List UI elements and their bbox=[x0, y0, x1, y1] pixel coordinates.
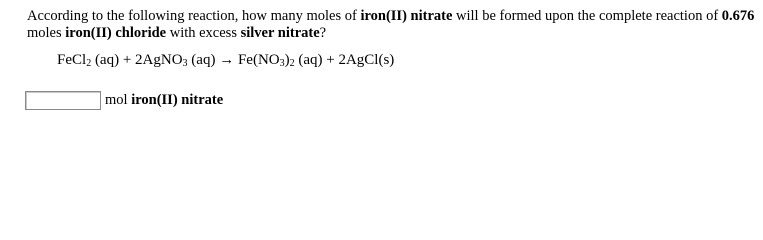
excess-reagent-name: silver nitrate bbox=[240, 25, 320, 41]
eq-aq2: (aq) → Fe(NO bbox=[187, 52, 280, 68]
eq-paren: ) bbox=[284, 52, 290, 68]
answer-unit-label bbox=[105, 92, 223, 109]
question-part3: moles bbox=[27, 25, 66, 41]
question-part5: ? bbox=[319, 25, 327, 41]
question-part2: will be formed upon the complete reaction of bbox=[452, 8, 722, 24]
chemical-equation bbox=[57, 51, 394, 69]
question-part1: According to the following reaction, how many moles of bbox=[27, 8, 361, 24]
answer-row bbox=[25, 91, 223, 110]
eq-fecl-subscript: 2 bbox=[86, 58, 92, 69]
product-name: iron(II) nitrate bbox=[360, 8, 453, 24]
answer-input[interactable] bbox=[25, 91, 101, 110]
reactant-name: iron(II) chloride bbox=[65, 25, 167, 41]
question-text bbox=[27, 8, 757, 42]
reactant-amount: 0.676 bbox=[721, 8, 755, 24]
eq-aq3: (aq) + 2AgCl(s) bbox=[294, 52, 395, 68]
eq-agno-subscript: 3 bbox=[182, 58, 188, 69]
question-part4: with excess bbox=[166, 25, 241, 41]
eq-fecl: FeCl bbox=[57, 52, 87, 68]
eq-no-subscript: 3 bbox=[279, 58, 285, 69]
unit-prefix: mol bbox=[105, 92, 132, 108]
unit-substance: iron(II) nitrate bbox=[131, 92, 224, 108]
eq-paren-subscript: 2 bbox=[289, 58, 295, 69]
eq-aq1: (aq) + 2AgNO bbox=[91, 52, 183, 68]
